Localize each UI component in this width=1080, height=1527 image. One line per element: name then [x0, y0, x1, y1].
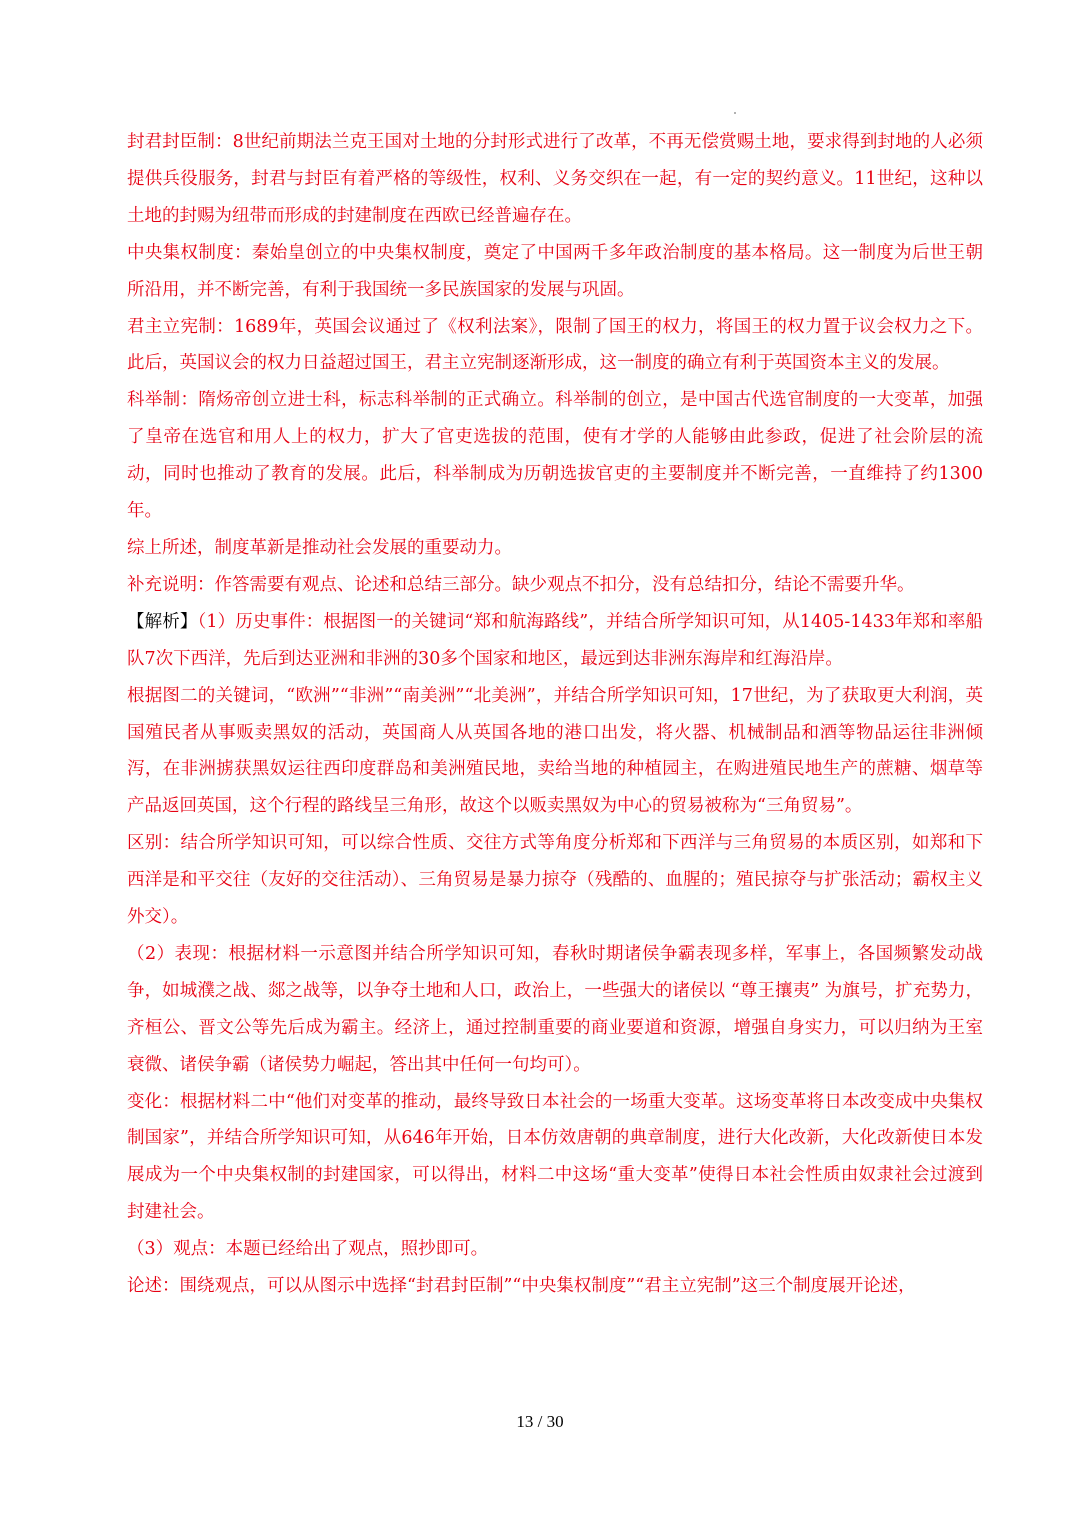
paragraph-supplementary-note: 补充说明：作答需要有观点、论述和总结三部分。缺少观点不扣分，没有总结扣分，结论不需要升华。: [127, 574, 915, 595]
paragraph-imperial-exam: 科举制：隋炀帝创立进士科，标志科举制的正式确立。科举制的创立，是中国古代选官制度的一大变革，加强了皇帝在选官和用人上的权力，扩大了官吏选拔的范围，使有才学的人能够由此参政，促进了社会阶层的流动，同时也推动了教育的发展。此后，科举制成为历朝选拔官吏的主要制度并不断完善，一直维持了约1300年。: [127, 390, 983, 522]
paragraph-analysis-q1: [127, 604, 983, 678]
paragraph-feudal-vassalage: 封君封臣制：8世纪前期法兰克王国对土地的分封形式进行了改革，不再无偿赏赐土地，要求得到封地的人必须提供兵役服务，封君与封臣有着严格的等级性，权利、义务交织在一起，有一定的契约意义。11世纪，这种以土地的封赐为纽带而形成的封建制度在西欧已经普遍存在。: [127, 132, 983, 226]
paragraph-central-authority: 中央集权制度：秦始皇创立的中央集权制度，奠定了中国两千多年政治制度的基本格局。这一制度为后世王朝所沿用，并不断完善，有利于我国统一多民族国家的发展与巩固。: [127, 242, 983, 300]
paragraph-analysis-q2: （2）表现：根据材料一示意图并结合所学知识可知，春秋时期诸侯争霸表现多样，军事上，各国频繁发动战争，如城濮之战、郯之战等，以争夺土地和人口，政治上，一些强大的诸侯以 “尊王攘夷” 为旗号，扩充势力，齐桓公、晋文公等先后成为霸主。经济上，通过控制重要的商业要道和资源，增强自身实力，可以归纳为王室衰微、诸侯争霸（诸侯势力崛起，答出其中任何一句均可）。: [127, 943, 983, 1075]
header-mark: [734, 112, 736, 114]
paragraph-change: 变化：根据材料二中“他们对变革的推动，最终导致日本社会的一场重大变革。这场变革将日本改变成中央集权制国家”，并结合所学知识可知，从646年开始，日本仿效唐朝的典章制度，进行大化改新，大化改新使日本发展成为一个中央集权制的封建国家，可以得出，材料二中这场“重大变革”使得日本社会性质由奴隶社会过渡到封建社会。: [127, 1091, 983, 1223]
paragraph-analysis-q3: （3）观点：本题已经给出了观点，照抄即可。: [127, 1239, 489, 1260]
paragraph-difference: 区别：结合所学知识可知，可以综合性质、交往方式等角度分析郑和下西洋与三角贸易的本质区别，如郑和下西洋是和平交往（友好的交往活动）、三角贸易是暴力掠夺（残酷的、血腥的；殖民掠夺与扩张活动；霸权主义外交）。: [127, 833, 983, 928]
analysis-q1-text: （1）历史事件：根据图一的关键词“郑和航海路线”，并结合所学知识可知，从1405-1433年郑和率船队7次下西洋，先后到达亚洲和非洲的30多个国家和地区，最远到达非洲东海岸和红海沿岸。: [127, 611, 983, 669]
paragraph-argument: 论述：围绕观点，可以从图示中选择“封君封臣制”“中央集权制度”“君主立宪制”这三个制度展开论述，: [127, 1276, 916, 1297]
paragraph-constitutional-monarchy: 君主立宪制：1689年，英国会议通过了《权利法案》，限制了国王的权力，将国王的权力置于议会权力之下。此后，英国议会的权力日益超过国王，君主立宪制逐渐形成，这一制度的确立有利于英国资本主义的发展。: [127, 316, 983, 374]
paragraph-summary: 综上所述，制度革新是推动社会发展的重要动力。: [127, 537, 512, 558]
analysis-label: 【解析】: [127, 611, 198, 632]
answer-body: [127, 124, 983, 1305]
page-number: 13 / 30: [516, 1412, 564, 1431]
paragraph-triangular-trade: 根据图二的关键词，“欧洲”“非洲”“南美洲”“北美洲”，并结合所学知识可知，17世纪，为了获取更大利润，英国殖民者从事贩卖黑奴的活动，英国商人从英国各地的港口出发，将火器、机械制品和酒等物品运往非洲倾泻，在非洲掳获黑奴运往西印度群岛和美洲殖民地，卖给当地的种植园主，在购进殖民地生产的蔗糖、烟草等产品返回英国，这个行程的路线呈三角形，故这个以贩卖黑奴为中心的贸易被称为“三角贸易”。: [127, 685, 983, 817]
